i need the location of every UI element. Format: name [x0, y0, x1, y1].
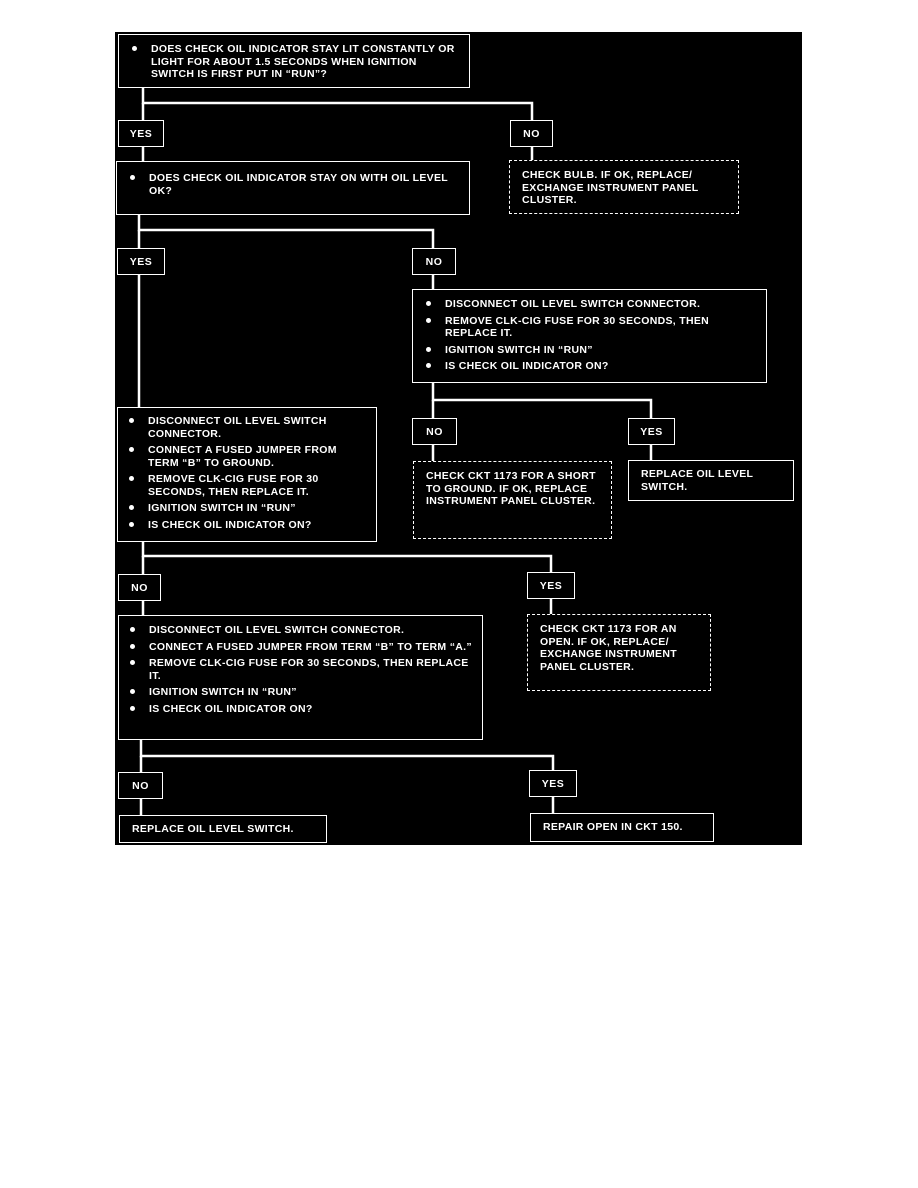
yes-label-q1: YES: [118, 120, 164, 147]
question-5-step: CONNECT A FUSED JUMPER FROM TERM “B” TO TERM “A.”: [127, 641, 472, 654]
no-label-q3: NO: [412, 418, 457, 445]
question-box-1: [118, 34, 470, 88]
question-3-step: REMOVE CLK-CIG FUSE FOR 30 SECONDS, THEN REPLACE IT.: [423, 315, 756, 340]
no-label-q1: NO: [510, 120, 553, 147]
question-5-step: DISCONNECT OIL LEVEL SWITCH CONNECTOR.: [127, 624, 472, 637]
action-box-check-bulb: CHECK BULB. IF OK, REPLACE/ EXCHANGE INSTRUMENT PANEL CLUSTER.: [509, 160, 739, 214]
question-5-step: REMOVE CLK-CIG FUSE FOR 30 SECONDS, THEN REPLACE IT.: [127, 657, 472, 682]
no-label-q2: NO: [412, 248, 456, 275]
question-5-step: IS CHECK OIL INDICATOR ON?: [127, 703, 472, 716]
question-4-step: CONNECT A FUSED JUMPER FROM TERM “B” TO GROUND.: [126, 444, 368, 469]
action-box-check-open: CHECK CKT 1173 FOR AN OPEN. IF OK, REPLACE/ EXCHANGE INSTRUMENT PANEL CLUSTER.: [527, 614, 711, 691]
no-label-q4: NO: [118, 574, 161, 601]
yes-label-q5: YES: [529, 770, 577, 797]
question-1-steps: [129, 43, 459, 81]
question-4-step: IS CHECK OIL INDICATOR ON?: [126, 519, 368, 532]
question-box-4: [117, 407, 377, 542]
action-box-check-short: CHECK CKT 1173 FOR A SHORT TO GROUND. IF OK, REPLACE INSTRUMENT PANEL CLUSTER.: [413, 461, 612, 539]
yes-label-q3: YES: [628, 418, 675, 445]
action-box-replace-switch-1: REPLACE OIL LEVEL SWITCH.: [628, 460, 794, 501]
no-label-q5: NO: [118, 772, 163, 799]
question-3-step: DISCONNECT OIL LEVEL SWITCH CONNECTOR.: [423, 298, 756, 311]
question-4-step: DISCONNECT OIL LEVEL SWITCH CONNECTOR.: [126, 415, 368, 440]
yes-label-q4: YES: [527, 572, 575, 599]
question-5-step: IGNITION SWITCH IN “RUN”: [127, 686, 472, 699]
question-box-5: [118, 615, 483, 740]
action-box-replace-switch-2: REPLACE OIL LEVEL SWITCH.: [119, 815, 327, 843]
question-1-step: DOES CHECK OIL INDICATOR STAY LIT CONSTANTLY OR LIGHT FOR ABOUT 1.5 SECONDS WHEN IGNITION SWITCH IS FIRST PUT IN “RUN”?: [129, 43, 459, 81]
question-3-step: IS CHECK OIL INDICATOR ON?: [423, 360, 756, 373]
action-box-repair-open: REPAIR OPEN IN CKT 150.: [530, 813, 714, 842]
question-4-step: IGNITION SWITCH IN “RUN”: [126, 502, 368, 515]
question-box-3: [412, 289, 767, 383]
question-2-steps: [127, 172, 459, 197]
question-3-steps: [423, 298, 756, 373]
question-2-step: DOES CHECK OIL INDICATOR STAY ON WITH OIL LEVEL OK?: [127, 172, 459, 197]
question-4-steps: [126, 415, 368, 531]
question-5-steps: [127, 624, 472, 715]
question-4-step: REMOVE CLK-CIG FUSE FOR 30 SECONDS, THEN REPLACE IT.: [126, 473, 368, 498]
question-3-step: IGNITION SWITCH IN “RUN”: [423, 344, 756, 357]
question-box-2: [116, 161, 470, 215]
yes-label-q2: YES: [117, 248, 165, 275]
